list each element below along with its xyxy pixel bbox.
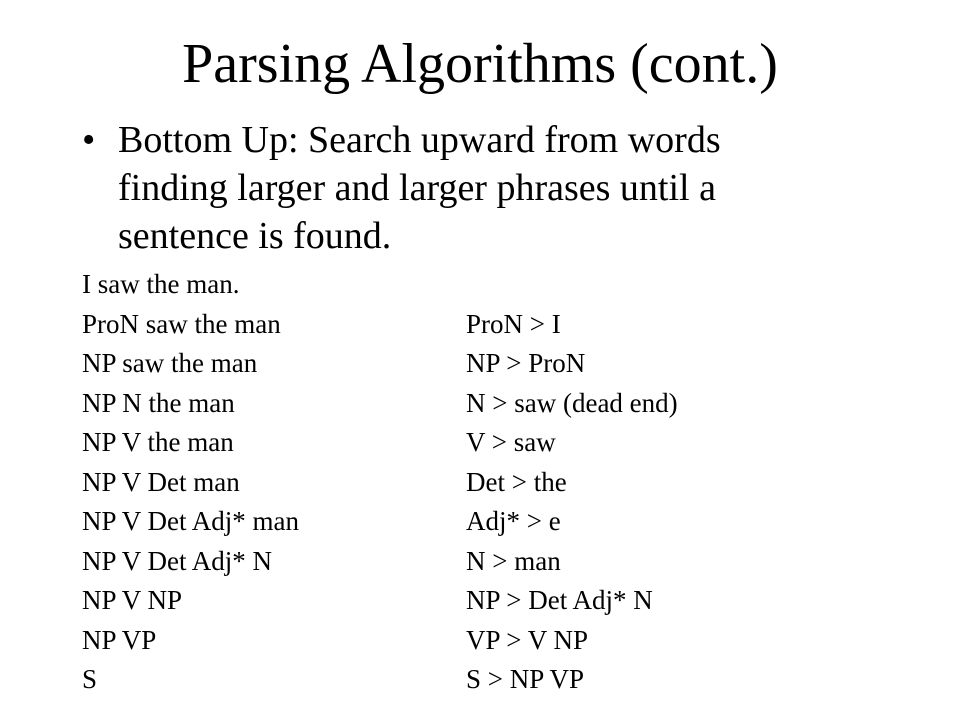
parse-step-row xyxy=(82,305,882,345)
parse-step-row xyxy=(82,344,882,384)
parse-step-string: NP V Det Adj* N xyxy=(82,545,273,576)
parse-step-string: NP V NP xyxy=(82,585,183,615)
parse-step-string: NP V Det Adj* man xyxy=(82,506,300,536)
parse-step-string: NP VP xyxy=(82,624,157,655)
parse-step-row xyxy=(82,542,882,582)
parse-step-rule: ProN > I xyxy=(466,308,561,339)
bullet-text: Bottom Up: Search upward from words finding larger and larger phrases until a sentence is found. xyxy=(118,119,721,257)
parse-step-rule: Det > the xyxy=(466,466,567,497)
slide-title: Parsing Algorithms (cont.) xyxy=(182,33,778,95)
parse-step-string: NP V Det man xyxy=(82,466,240,497)
parse-step-string: I saw the man. xyxy=(82,269,240,299)
parse-step-row xyxy=(82,423,882,463)
parse-step-string: S xyxy=(82,664,98,694)
parse-step-string: NP N the man xyxy=(82,387,235,418)
parse-step-row xyxy=(82,463,882,503)
parse-step-string: ProN saw the man xyxy=(82,308,281,339)
parse-step-string: NP saw the man xyxy=(82,348,258,378)
parse-step-rule: N > man xyxy=(466,545,561,576)
parse-step-row xyxy=(82,265,882,305)
parse-step-rule: VP > V NP xyxy=(466,624,589,655)
parse-step-rule: N > saw (dead end) xyxy=(466,387,678,418)
parse-step-rule: V > saw xyxy=(466,427,556,457)
parse-step-rule: NP > ProN xyxy=(466,348,586,378)
parse-step-row xyxy=(82,384,882,424)
parse-step-rule: Adj* > e xyxy=(466,506,561,536)
parse-step-row xyxy=(82,660,882,700)
parse-step-rule: S > NP VP xyxy=(466,664,585,694)
bullet-point xyxy=(82,116,822,260)
parse-step-string: NP V the man xyxy=(82,427,234,457)
parse-steps xyxy=(82,265,882,700)
parse-step-rule: NP > Det Adj* N xyxy=(466,585,653,615)
bullet-icon: • xyxy=(82,119,96,161)
parse-step-row xyxy=(82,581,882,621)
parse-step-row xyxy=(82,502,882,542)
parse-step-row xyxy=(82,621,882,661)
